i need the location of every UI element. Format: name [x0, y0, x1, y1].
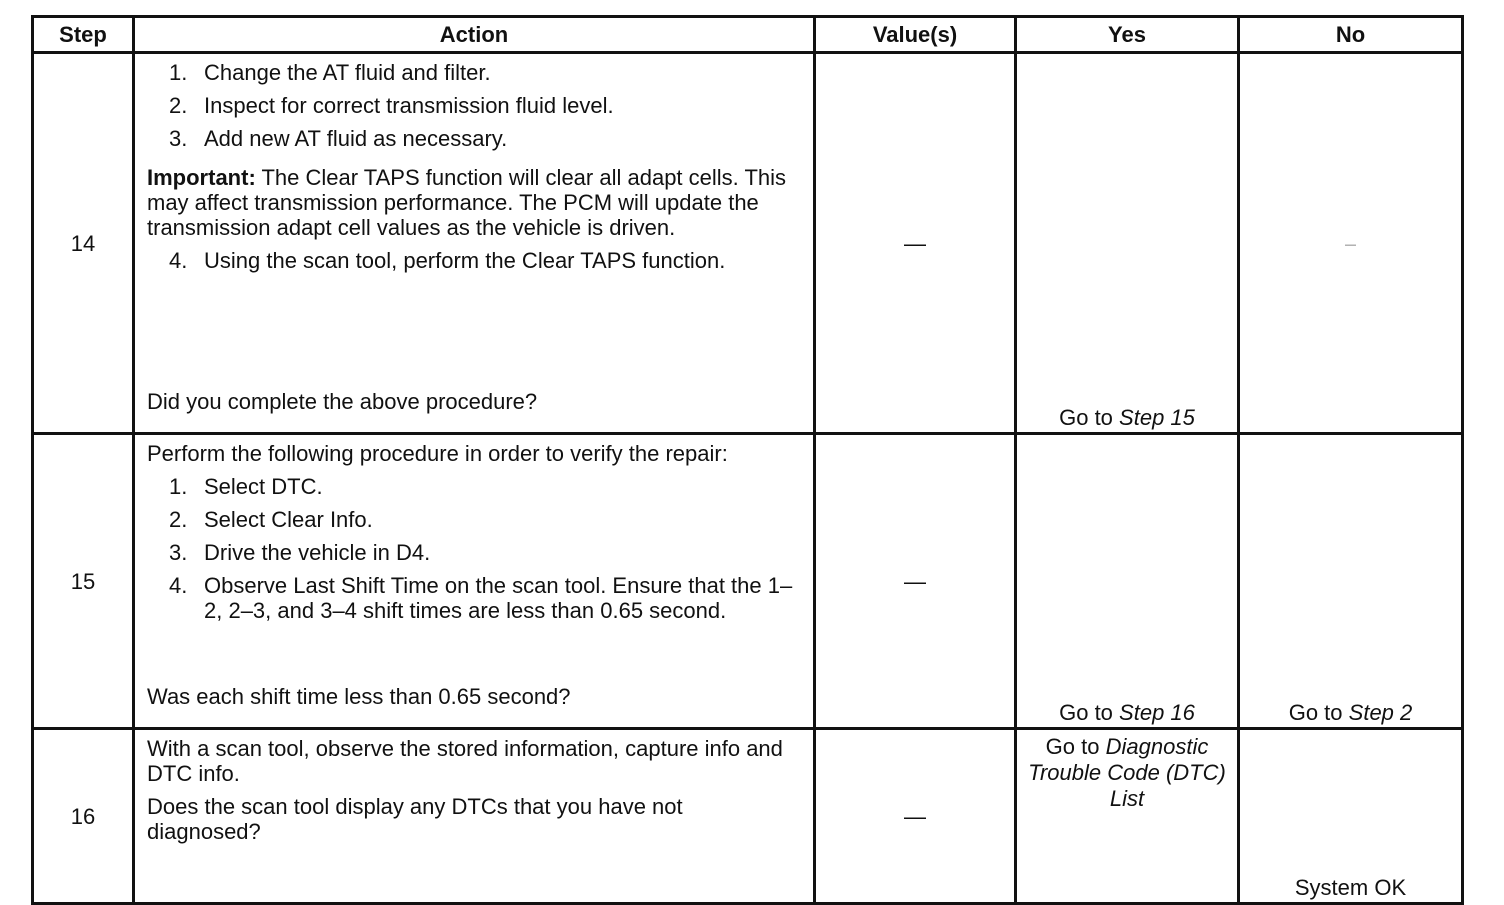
question-text: Does the scan tool display any DTCs that you have not diagnosed?	[147, 794, 683, 844]
list-item: 4. Observe Last Shift Time on the scan tool. Ensure that the 1–2, 2–3, and 3–4 shift times are less than 0.65 second.	[169, 573, 793, 623]
list-item: 2. Inspect for correct transmission fluid level.	[169, 93, 614, 118]
yes-link[interactable]: Go to Diagnostic Trouble Code (DTC) List	[1028, 734, 1226, 811]
header-no: No	[1239, 17, 1463, 53]
table-row-step-15	[33, 434, 1463, 729]
procedure-list	[147, 248, 801, 273]
diagnostic-table	[31, 15, 1464, 905]
no-value: System OK	[1294, 875, 1407, 900]
no-cell	[1239, 434, 1463, 729]
table-row-step-16	[33, 729, 1463, 904]
list-item: 3. Add new AT fluid as necessary.	[169, 126, 508, 151]
no-cell	[1239, 729, 1463, 904]
list-item: 3. Drive the vehicle in D4.	[169, 540, 431, 565]
header-action: Action	[134, 17, 815, 53]
action-cell	[134, 434, 815, 729]
important-note: Important: The Clear TAPS function will clear all adapt cells. This may affect transmission performance. The PCM will update the transmission adapt cell values as the vehicle is driven.	[147, 165, 787, 240]
step-number: 14	[33, 53, 134, 434]
table-row-step-14	[33, 53, 1463, 434]
header-values: Value(s)	[815, 17, 1016, 53]
values-cell: —	[815, 434, 1016, 729]
yes-link[interactable]: Go to Step 15	[1059, 405, 1195, 430]
question-text: Was each shift time less than 0.65 second?	[147, 684, 571, 709]
yes-link[interactable]: Go to Step 16	[1059, 700, 1195, 725]
yes-cell	[1016, 729, 1239, 904]
list-item: 1. Select DTC.	[169, 474, 323, 499]
yes-cell	[1016, 434, 1239, 729]
list-item: 2. Select Clear Info.	[169, 507, 373, 532]
step-number: 16	[33, 729, 134, 904]
step-number: 15	[33, 434, 134, 729]
list-item: 1. Change the AT fluid and filter.	[169, 60, 491, 85]
header-row	[33, 17, 1463, 53]
header-step: Step	[33, 17, 134, 53]
procedure-list	[147, 60, 801, 151]
procedure-list	[147, 474, 801, 623]
list-item: 4. Using the scan tool, perform the Clear TAPS function.	[169, 248, 726, 273]
no-cell	[1239, 53, 1463, 434]
values-cell: —	[815, 53, 1016, 434]
action-text: With a scan tool, observe the stored information, capture info and DTC info.	[147, 736, 783, 786]
no-value: —	[1345, 239, 1356, 251]
values-cell: —	[815, 729, 1016, 904]
action-cell	[134, 53, 815, 434]
question-text: Did you complete the above procedure?	[147, 389, 538, 414]
no-link[interactable]: Go to Step 2	[1288, 700, 1413, 725]
action-cell	[134, 729, 815, 904]
yes-cell	[1016, 53, 1239, 434]
header-yes: Yes	[1016, 17, 1239, 53]
intro-text: Perform the following procedure in order to verify the repair:	[147, 441, 728, 466]
